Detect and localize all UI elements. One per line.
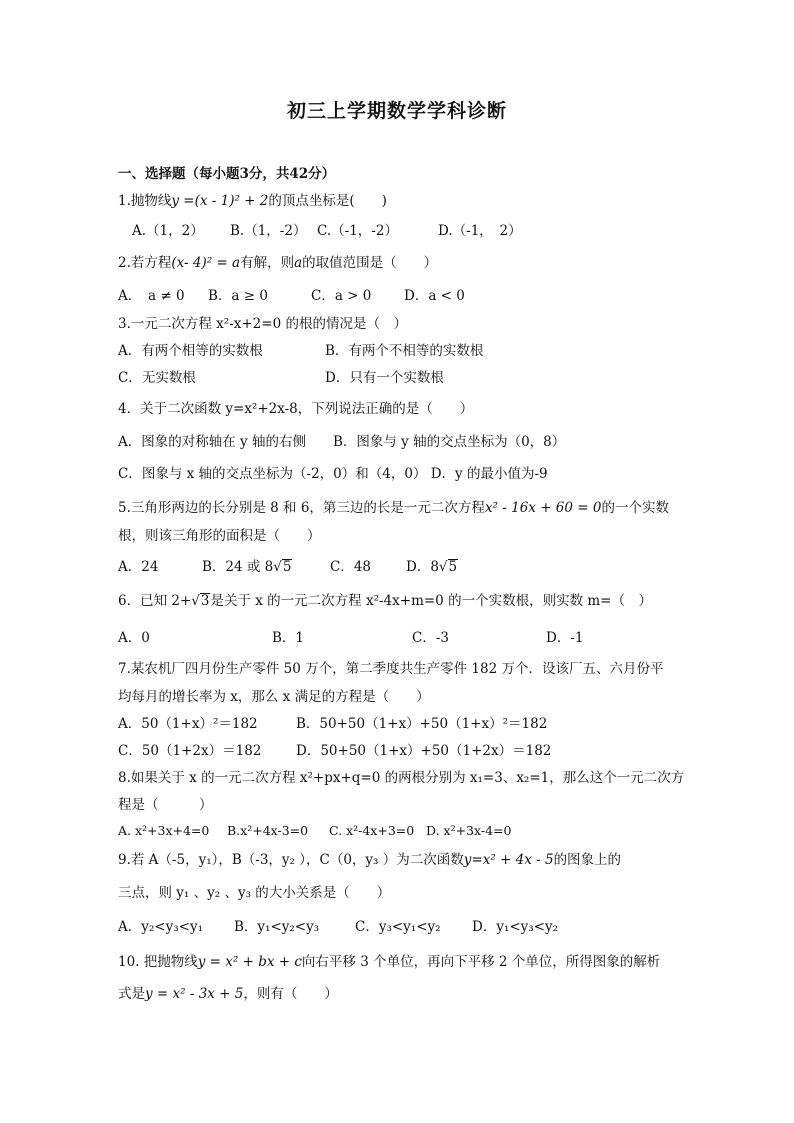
question-5-option-d: D．8√5 bbox=[406, 559, 458, 575]
question-1-option-d: D.（-1， 2） bbox=[438, 223, 522, 239]
equation: y = x² - 3x + 5 bbox=[145, 986, 244, 1002]
question-4-stem: 4．关于二次函数 y=x²+2x-8，下列说法正确的是（ ） bbox=[118, 401, 474, 417]
equation: x² - 16x + 60 = 0 bbox=[484, 500, 602, 516]
equation: (x- 4)² = a bbox=[171, 255, 241, 271]
question-9-option-c: C．y₃<y₁<y₂ bbox=[355, 919, 441, 935]
question-5-option-c: C．48 bbox=[330, 559, 372, 575]
question-2-option-b: B．a ≥ 0 bbox=[208, 288, 268, 304]
question-2-option-c: C．a > 0 bbox=[311, 288, 372, 304]
question-9-option-b: B．y₁<y₂<y₃ bbox=[234, 919, 320, 935]
question-8-option-a: A. x²+3x+4=0 bbox=[118, 823, 210, 838]
question-5-stem-line-2: 根，则该三角形的面积是（ ） bbox=[118, 528, 321, 544]
question-1-option-c: C.（-1，-2） bbox=[317, 223, 398, 239]
question-9-option-a: A．y₂<y₃<y₁ bbox=[118, 919, 203, 935]
question-9-stem-line-1: 9.若 A（-5，y₁），B（-3，y₂ ），C（0，y₃ ）为二次函数y=x² + 4x - 5的图象上的 bbox=[118, 852, 622, 868]
question-2-stem: 2.若方程(x- 4)² = a有解，则a的取值范围是（ ） bbox=[118, 255, 438, 271]
question-8-stem-line-2: 程是（ ） bbox=[118, 797, 213, 813]
equation: y = x² + bx + c bbox=[197, 954, 302, 970]
question-7-option-a: A．50（1+x）²＝182 bbox=[118, 716, 258, 732]
question-9-stem-line-2: 三点，则 y₁ 、y₂ 、y₃ 的大小关系是（ ） bbox=[118, 885, 391, 901]
question-1-option-b: B.（1，-2） bbox=[230, 223, 307, 239]
question-6-option-a: A．0 bbox=[118, 630, 150, 646]
equation: y=x² + 4x - 5 bbox=[463, 852, 554, 868]
question-7-option-d: D．50+50（1+x）+50（1+2x）＝182 bbox=[296, 743, 552, 759]
equation: y =(x - 1)² + 2 bbox=[171, 193, 269, 209]
question-4-options-cd: C．图象与 x 轴的交点坐标为（-2，0）和（4，0） D．y 的最小值为-9 bbox=[118, 466, 548, 482]
question-3-option-d: D．只有一个实数根 bbox=[325, 370, 444, 386]
question-8-option-d: D. x²+3x-4=0 bbox=[426, 823, 512, 838]
question-7-option-c: C．50（1+2x）＝182 bbox=[118, 743, 262, 759]
question-5-stem-line-1: 5.三角形两边的长分别是 8 和 6，第三边的长是一元二次方程x² - 16x + 60 = 0的一个实数 bbox=[118, 500, 669, 516]
question-2-option-a: A． a ≠ 0 bbox=[118, 288, 185, 304]
question-1-stem: 1.抛物线y =(x - 1)² + 2的顶点坐标是( ) bbox=[118, 193, 387, 209]
question-5-option-a: A．24 bbox=[118, 559, 159, 575]
question-6-option-c: C．-3 bbox=[412, 630, 449, 646]
question-6-option-b: B．1 bbox=[272, 630, 305, 646]
question-5-option-b: B．24 或 8√5 bbox=[202, 559, 292, 575]
question-7-stem-line-1: 7.某农机厂四月份生产零件 50 万个，第二季度共生产零件 182 万个．设该厂五、六月份平 bbox=[118, 661, 664, 677]
question-6-option-d: D．-1 bbox=[546, 630, 584, 646]
question-3-option-c: C．无实数根 bbox=[118, 370, 196, 386]
question-3-stem: 3.一元二次方程 x²-x+2=0 的根的情况是（ ） bbox=[118, 316, 407, 332]
question-8-option-c: C. x²-4x+3=0 bbox=[329, 823, 415, 838]
question-10-stem-line-1: 10. 把抛物线y = x² + bx + c向右平移 3 个单位，再向下平移 2 个单位，所得图象的解析 bbox=[118, 954, 661, 970]
question-7-option-b: B．50+50（1+x）+50（1+x）²＝182 bbox=[296, 716, 548, 732]
question-1-option-a: A.（1，2） bbox=[132, 223, 204, 239]
question-10-stem-line-2: 式是y = x² - 3x + 5，则有（ ） bbox=[118, 986, 338, 1002]
question-4-options-ab: A．图象的对称轴在 y 轴的右侧 B．图象与 y 轴的交点坐标为（0，8） bbox=[118, 434, 566, 450]
question-3-option-a: A．有两个相等的实数根 bbox=[118, 343, 263, 359]
question-6-stem: 6．已知 2+√3是关于 x 的一元二次方程 x²-4x+m=0 的一个实数根，则实数 m=（ ） bbox=[118, 593, 652, 609]
page-title: 初三上学期数学学科诊断 bbox=[286, 100, 507, 122]
question-7-stem-line-2: 均每月的增长率为 x，那么 x 满足的方程是（ ） bbox=[118, 689, 430, 705]
question-9-option-d: D．y₁<y₃<y₂ bbox=[472, 919, 559, 935]
question-8-option-b: B.x²+4x-3=0 bbox=[227, 823, 309, 838]
question-3-option-b: B．有两个不相等的实数根 bbox=[325, 343, 484, 359]
question-8-stem-line-1: 8.如果关于 x 的一元二次方程 x²+px+q=0 的两根分别为 x₁=3、x₂=1，那么这个一元二次方 bbox=[118, 770, 685, 786]
question-2-option-d: D．a < 0 bbox=[404, 288, 465, 304]
section-heading: 一、选择题（每小题3分，共42分） bbox=[118, 166, 336, 182]
